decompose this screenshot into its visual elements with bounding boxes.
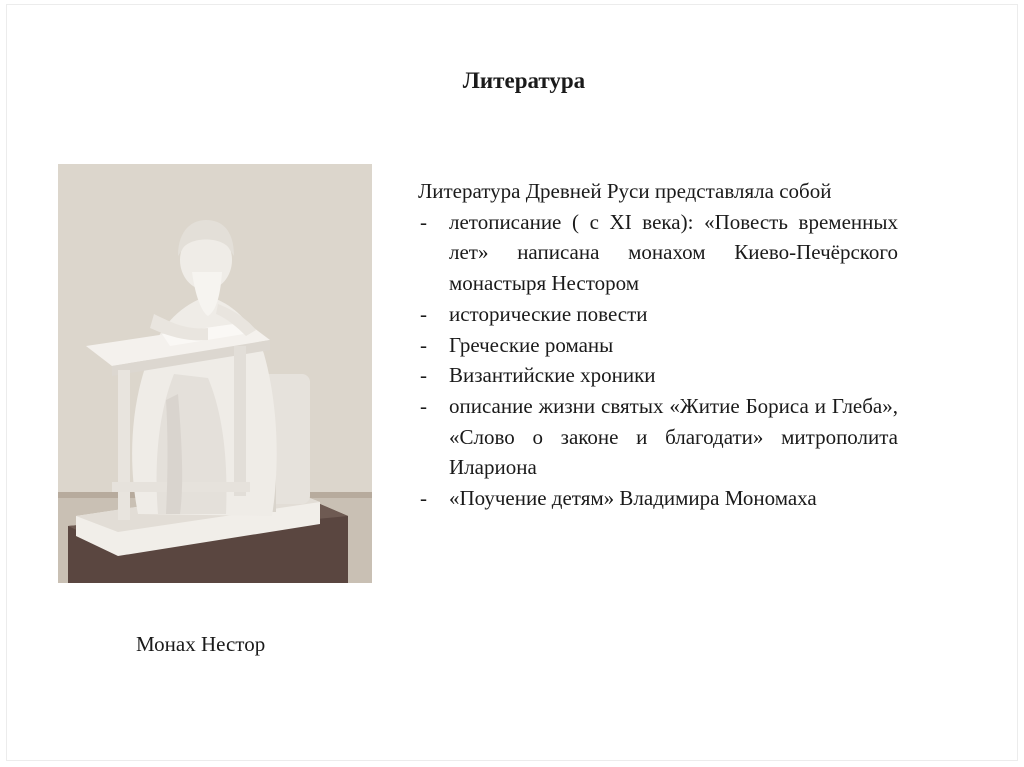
bullet-marker: - bbox=[420, 393, 427, 418]
list-item-text: летописание ( с XI века): «Повесть временных лет» написана монахом Киево-Печёрского монастыря Нестором bbox=[449, 209, 898, 296]
list-item-text: исторические повести bbox=[449, 301, 648, 326]
bullet-marker: - bbox=[420, 301, 427, 326]
list-item-text: Византийские хроники bbox=[449, 363, 656, 388]
bullet-marker: - bbox=[420, 209, 427, 234]
photo-caption: Монах Нестор bbox=[136, 632, 266, 656]
list-item bbox=[418, 483, 898, 514]
list-item-text: описание жизни святых «Житие Бориса и Глеба», «Слово о законе и благодати» митрополита Илариона bbox=[449, 393, 898, 480]
bullet-marker: - bbox=[420, 363, 427, 388]
list-item bbox=[418, 360, 898, 391]
sculpture-photo bbox=[58, 164, 372, 583]
list-item bbox=[418, 330, 898, 361]
bullet-marker: - bbox=[420, 486, 427, 511]
content-text bbox=[418, 176, 898, 514]
bullet-marker: - bbox=[420, 332, 427, 357]
list-item-text: Греческие романы bbox=[449, 332, 614, 357]
list-item-text: «Поучение детям» Владимира Мономаха bbox=[449, 486, 817, 511]
sculpture-photo-icon bbox=[58, 164, 372, 583]
list-item bbox=[418, 207, 898, 299]
slide-title: Литература bbox=[462, 68, 586, 93]
intro-text: Литература Древней Руси представляла собой bbox=[418, 179, 832, 203]
list-item bbox=[418, 299, 898, 330]
literature-list bbox=[418, 207, 898, 514]
list-item bbox=[418, 391, 898, 483]
